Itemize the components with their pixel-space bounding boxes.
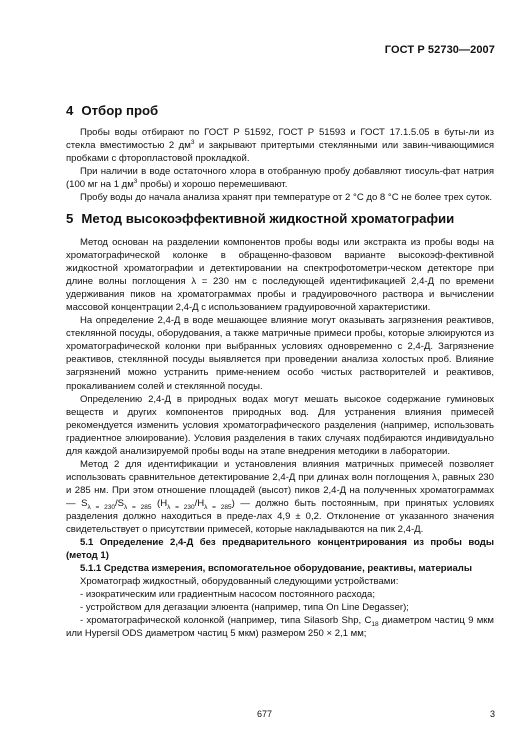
section-4-heading: [66, 103, 158, 118]
subsection-5-1-1-heading: 5.1.1 Средства измерения, вспомогательное оборудование, реактивы, материалы: [80, 563, 472, 575]
equipment-list-item: - устройством для дегазации элюента (например, типа On Line Degasser);: [80, 602, 409, 614]
section-5-title: Метод высокоэффективной жидкостной хроматографии: [81, 211, 455, 226]
s4-paragraph-1: Пробы воды отбирают по ГОСТ Р 51592, ГОСТ Р 51593 и ГОСТ 17.1.5.05 в буты-ли из стекла вместимостью 2 $дм^3$ и закрывают притертыми стеклянными или завин-чивающимися пробками с фторопластовой прокладкой.: [66, 127, 494, 165]
s4-paragraph-2: При наличии в воде остаточного хлора в отобранную пробу добавляют тиосуль-фат натрия (100 мг на 1 $дм^3$ пробы) и хорошо перемешивают.: [66, 166, 494, 191]
s5-equipment-intro: Хроматограф жидкостный, оборудованный следующими устройствами:: [80, 576, 399, 588]
s4-paragraph-3: Пробу воды до начала анализа хранят при температуре от 2 °С до 8 °С не более трех суток.: [80, 192, 493, 204]
section-4-number: 4: [66, 103, 74, 118]
section-5-heading: [66, 211, 454, 226]
equipment-list-item: - хроматографической колонкой (например, типа Silasorb Shp, $C_{18}$ диаметром частиц 9 мкм или Hypersil ODS диаметром частиц 5 мкм) размером 250 × 2,1 мм;: [66, 615, 494, 640]
s5-paragraph-1: Метод основан на разделении компонентов пробы воды или экстракта из пробы воды на хроматографической колонке в обращенно-фазовом варианте высокоэф-фективной жидкостной хроматографии и детектировании на спектрофотометри-ческом детекторе при длине волны поглощения λ = 230 нм с последующей идентификацией 2,4-Д по времени удерживания пиков на хроматограммах пробы и градуировочного раствора и вычислении массовой концентрации 2,4-Д с использованием градуировочной характеристики.: [66, 237, 494, 314]
s5-paragraph-4: Метод 2 для идентификации и установления влияния матричных примесей позволяет использовать сравнительное детектирование 2,4-Д при длинах волн поглощения λ, равных 230 и 285 нм. При этом отношение площадей (высот) пиков 2,4-Д на полученных хроматограммах — $S_{\lambda = 230}/S_{\lambda = 285}$ $(H_{\lambda = 230}/H_{\lambda = 285})$ — должно быть постоянным, при принятых условиях разделения должно находиться в преде-лах 4,9 ± 0,2. Отклонение от указанного значения свидетельствует о присутствии примесей, которые накладываются на пик 2,4-Д.: [66, 458, 494, 536]
standard-number: ГОСТ Р 52730—2007: [384, 44, 495, 56]
s5-paragraph-3: Определению 2,4-Д в природных водах могут мешать высокое содержание гуминовых веществ и других компонентов природных вод. Для устранения влияния примесей рекомендуется изменить условия хроматографического разделения (например, использовать градиентное элюирование). Условия разделения в таких случаях подбираются индивидуально для каждой анализируемой пробы воды на этапе внедрения методики в лаборатории.: [66, 393, 494, 457]
s5-paragraph-2: На определение 2,4-Д в воде мешающее влияние могут оказывать загрязнения реактивов, стеклянной посуды, оборудования, а также матричные примеси пробы, которые элюируются из хроматографической колонки при выбранных условиях одновременно с 2,4-Д. Загрязнение реактивов, стеклянной посуды выявляется при проведении анализа холостых проб. Влияние загрязнений можно устранить приме-нением особо чистых растворителей и реактивов, прокаливанием солей и стеклянной посуды.: [66, 315, 494, 392]
equipment-list-item: - изократическим или градиентным насосом постоянного расхода;: [80, 589, 375, 601]
section-4-body: [66, 126, 494, 204]
page-footer-number: 677: [256, 709, 273, 719]
subsection-5-1-heading: 5.1 Определение 2,4-Д без предварительного концентрирования из пробы воды (метод 1): [66, 537, 494, 562]
section-5-number: 5: [66, 211, 74, 226]
section-4-title: Отбор проб: [81, 103, 159, 118]
section-5-body: [66, 236, 494, 640]
page-number: 3: [489, 709, 495, 719]
